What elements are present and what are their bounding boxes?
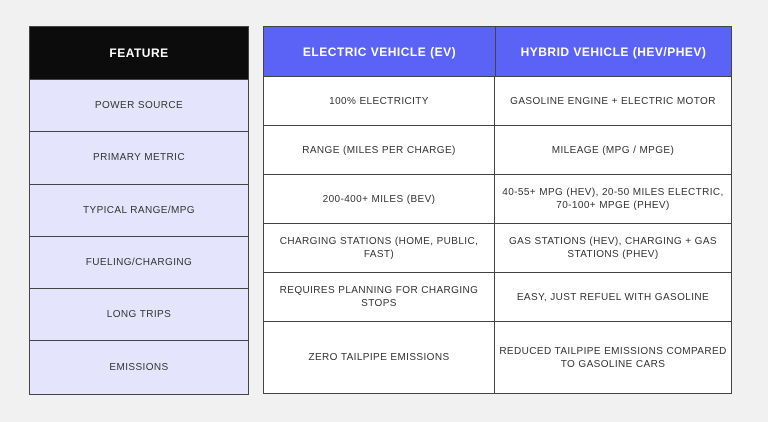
- hybrid-cell: EASY, JUST REFUEL WITH GASOLINE: [516, 291, 710, 303]
- table-row: [264, 77, 731, 126]
- table-row: [264, 126, 731, 175]
- hybrid-cell: 40-55+ MPG (HEV), 20-50 MILES ELECTRIC, 70-100+ MPGE (PHEV): [502, 187, 724, 211]
- feature-table: [29, 26, 249, 395]
- hybrid-header: HYBRID VEHICLE (HEV/PHEV): [520, 44, 707, 59]
- ev-cell: ZERO TAILPIPE EMISSIONS: [264, 322, 495, 393]
- feature-cell-emissions: EMISSIONS: [109, 362, 169, 374]
- feature-cell-fueling: FUELING/CHARGING: [30, 237, 248, 289]
- ev-cell: RANGE (MILES PER CHARGE): [264, 126, 495, 174]
- feature-cell-primary-metric: PRIMARY METRIC: [30, 132, 248, 184]
- ev-cell: 200-400+ MILES (BEV): [264, 175, 495, 223]
- hybrid-cell: GAS STATIONS (HEV), CHARGING + GAS STATIONS (PHEV): [509, 236, 717, 260]
- ev-cell: 100% ELECTRICITY: [264, 77, 495, 125]
- feature-header: FEATURE: [30, 27, 248, 80]
- table-row: [264, 322, 731, 393]
- table-row: [264, 175, 731, 224]
- table-row: [264, 273, 731, 322]
- table-row: [264, 224, 731, 273]
- hybrid-cell: MILEAGE (MPG / MPGE): [551, 144, 675, 156]
- comparison-table: [263, 26, 732, 394]
- feature-cell-long-trips: LONG TRIPS: [30, 289, 248, 341]
- hybrid-cell: GASOLINE ENGINE + ELECTRIC MOTOR: [510, 95, 716, 107]
- ev-cell: REQUIRES PLANNING FOR CHARGING STOPS: [264, 273, 495, 321]
- feature-cell-typical-range: TYPICAL RANGE/MPG: [30, 185, 248, 237]
- feature-cell-power-source: POWER SOURCE: [30, 80, 248, 132]
- comparison-header-row: [264, 27, 731, 77]
- ev-header: ELECTRIC VEHICLE (EV): [264, 27, 496, 76]
- hybrid-cell: REDUCED TAILPIPE EMISSIONS COMPARED TO GASOLINE CARS: [499, 345, 727, 370]
- ev-cell: CHARGING STATIONS (HOME, PUBLIC, FAST): [264, 224, 495, 272]
